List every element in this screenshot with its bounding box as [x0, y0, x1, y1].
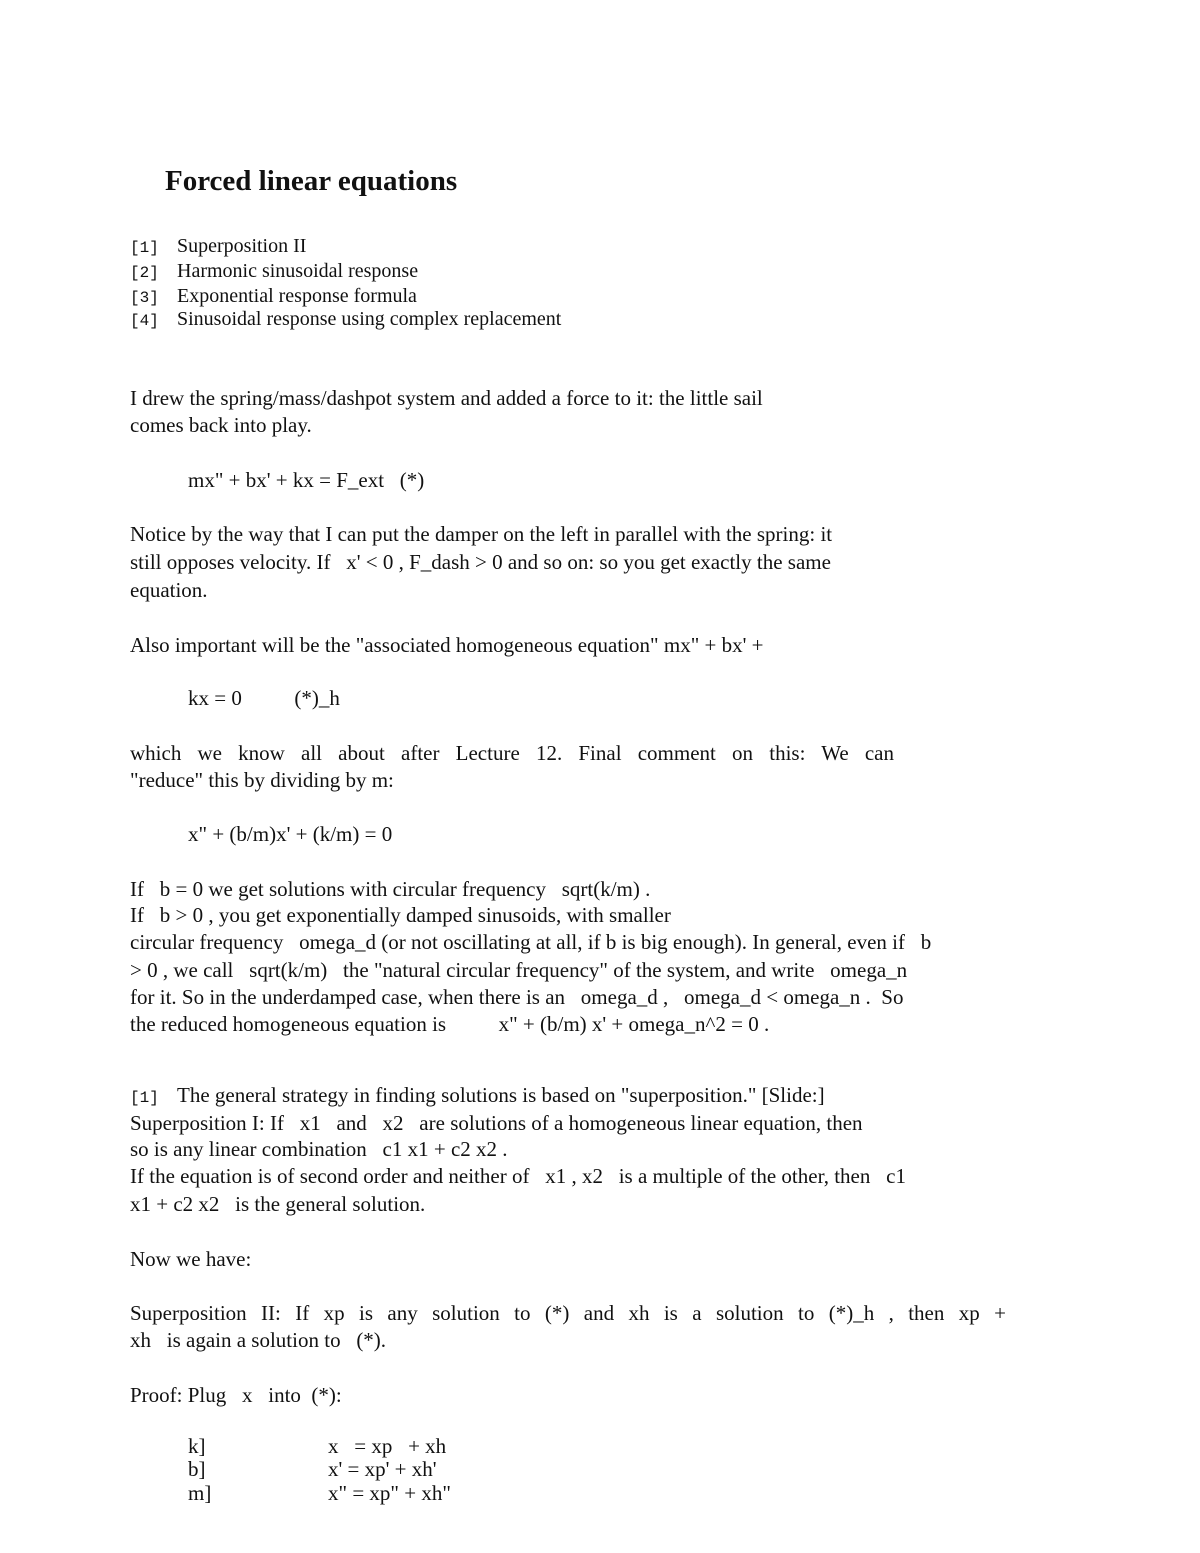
toc-text: Sinusoidal response using complex replacement	[177, 308, 562, 330]
paragraph-line: > 0 , we call sqrt(k/m) the "natural circular frequency" of the system, and write omega_n	[130, 958, 908, 982]
toc-item	[130, 307, 561, 333]
proof-label: m]	[188, 1481, 212, 1505]
equation-homogeneous: kx = 0 (*)_h	[188, 686, 340, 710]
toc-text: Superposition II	[177, 235, 307, 257]
proof-label: k]	[188, 1434, 206, 1458]
toc-text: Exponential response formula	[177, 285, 417, 307]
paragraph-line: "reduce" this by dividing by m:	[130, 768, 394, 792]
page-title: Forced linear equations	[165, 165, 458, 197]
paragraph-line: comes back into play.	[130, 413, 312, 437]
paragraph-line: xh is again a solution to (*).	[130, 1328, 387, 1352]
paragraph-line: Also important will be the "associated homogeneous equation" mx" + bx' +	[130, 633, 764, 657]
proof-equation: x = xp + xh	[328, 1434, 447, 1458]
equation-forced: mx" + bx' + kx = F_ext (*)	[188, 468, 425, 492]
paragraph-line: equation.	[130, 578, 208, 602]
paragraph-line: Proof: Plug x into (*):	[130, 1383, 342, 1407]
paragraph-line: If the equation is of second order and neither of x1 , x2 is a multiple of the other, then c1	[130, 1164, 906, 1188]
toc-number: [1]	[130, 239, 159, 257]
toc-number: [3]	[130, 289, 159, 307]
paragraph-line: Superposition II: If xp is any solution to (*) and xh is a solution to (*)_h , then xp +	[130, 1301, 1006, 1325]
paragraph-line: for it. So in the underdamped case, when there is an omega_d , omega_d < omega_n . So	[130, 985, 904, 1009]
paragraph-line: If b = 0 we get solutions with circular frequency sqrt(k/m) .	[130, 877, 651, 901]
paragraph-line: the reduced homogeneous equation is x" + (b/m) x' + omega_n^2 = 0 .	[130, 1012, 770, 1036]
proof-label: b]	[188, 1457, 206, 1481]
paragraph-text: The general strategy in finding solutions is based on "superposition." [Slide:]	[177, 1083, 825, 1107]
paragraph-line: I drew the spring/mass/dashpot system and added a force to it: the little sail	[130, 386, 763, 410]
paragraph-line: Now we have:	[130, 1247, 252, 1271]
paragraph-line: Notice by the way that I can put the damper on the left in parallel with the spring: it	[130, 522, 833, 546]
paragraph-line: circular frequency omega_d (or not oscillating at all, if b is big enough). In general, even if b	[130, 930, 932, 954]
paragraph-line: x1 + c2 x2 is the general solution.	[130, 1192, 426, 1216]
toc-number: [2]	[130, 264, 159, 282]
proof-equation: x' = xp' + xh'	[328, 1457, 437, 1481]
paragraph-line: so is any linear combination c1 x1 + c2 x2 .	[130, 1137, 508, 1161]
paragraph-line: Superposition I: If x1 and x2 are solutions of a homogeneous linear equation, then	[130, 1111, 863, 1135]
toc-number: [4]	[130, 312, 159, 330]
paragraph-line: still opposes velocity. If x' < 0 , F_dash > 0 and so on: so you get exactly the same	[130, 550, 831, 574]
section-number: [1]	[130, 1089, 159, 1107]
proof-equation: x" = xp" + xh"	[328, 1481, 451, 1505]
equation-reduced: x" + (b/m)x' + (k/m) = 0	[188, 822, 393, 846]
paragraph-line	[130, 1083, 825, 1108]
paragraph-line: which we know all about after Lecture 12. Final comment on this: We can	[130, 741, 894, 765]
toc-item	[130, 234, 306, 260]
paragraph-line: If b > 0 , you get exponentially damped sinusoids, with smaller	[130, 903, 671, 927]
toc-text: Harmonic sinusoidal response	[177, 260, 419, 282]
toc-item	[130, 259, 418, 285]
